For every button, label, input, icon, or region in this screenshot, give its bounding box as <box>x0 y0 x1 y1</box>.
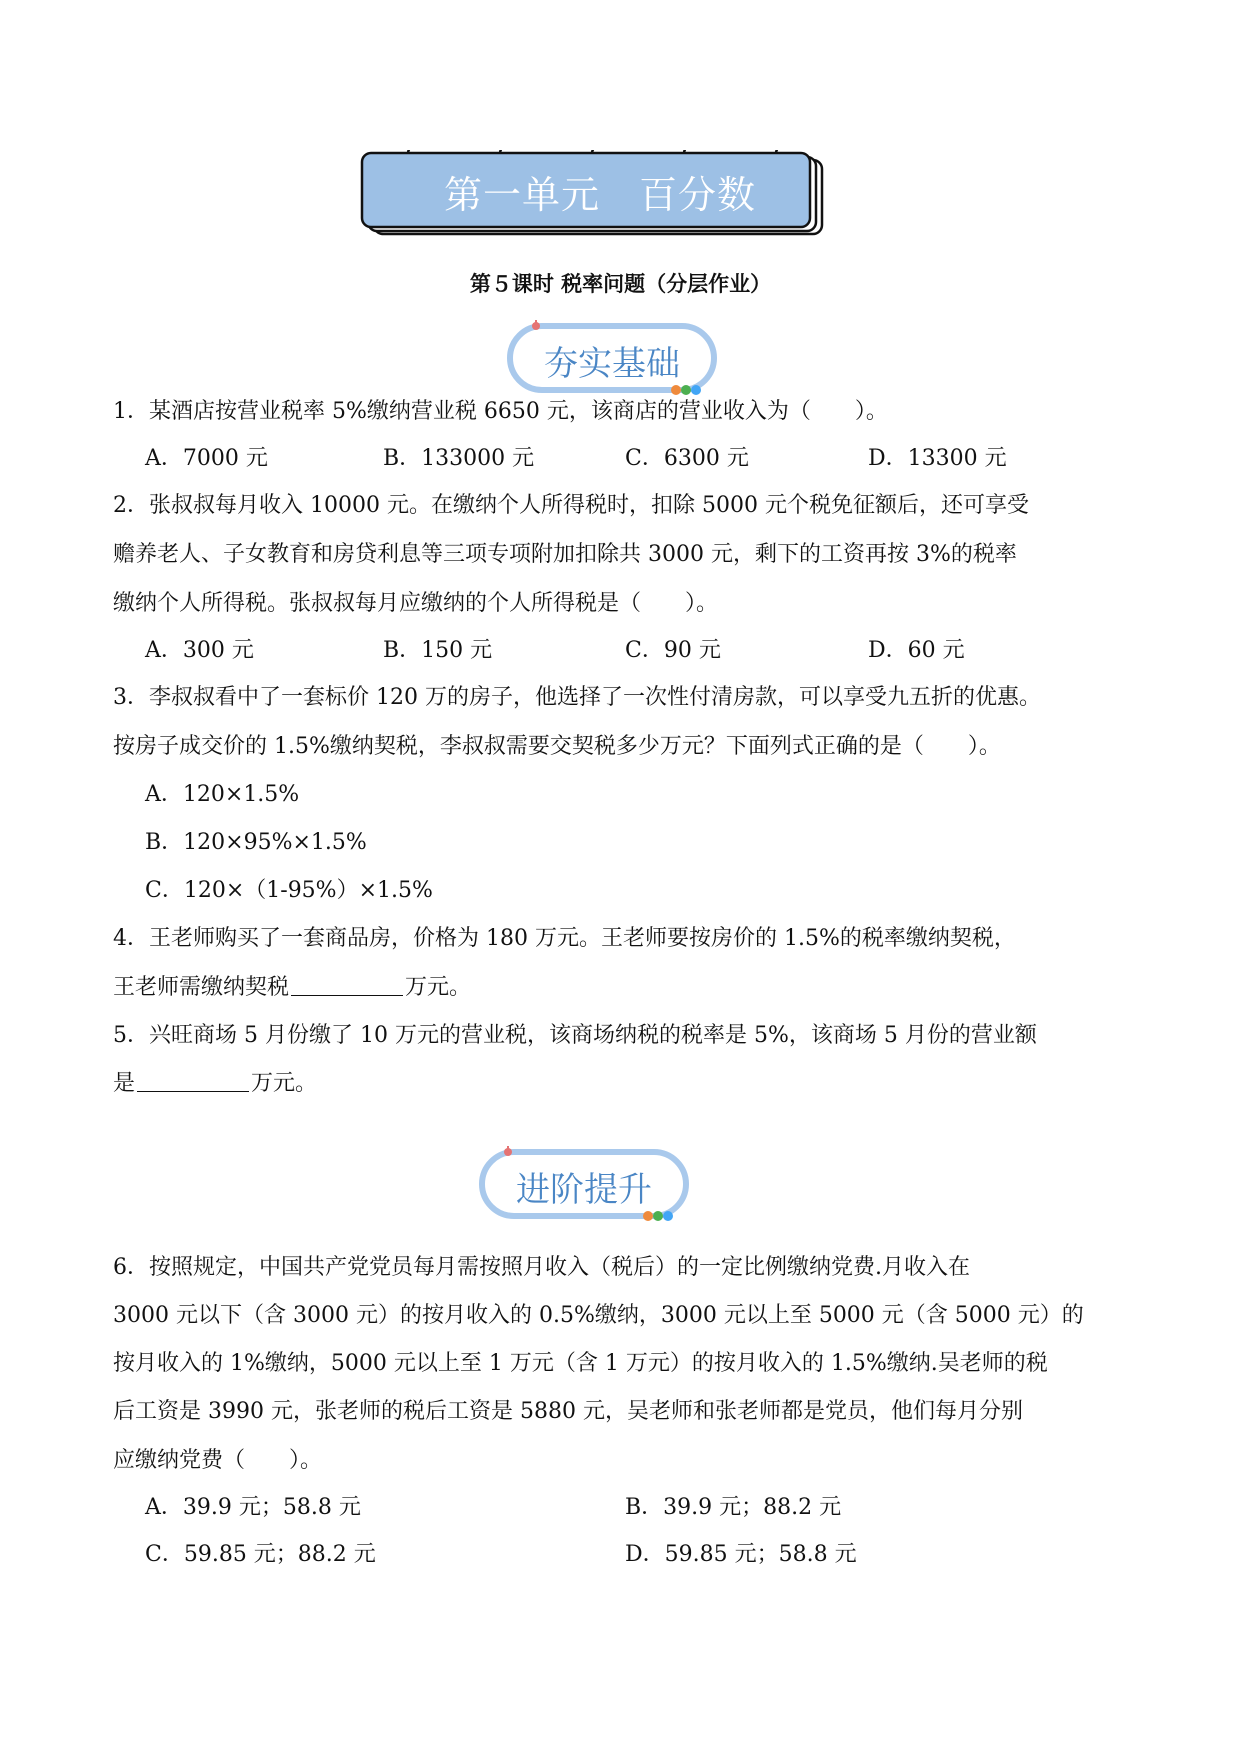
option-a: A．120×1.5% <box>145 782 300 807</box>
section-label: 进阶提升 <box>516 1170 652 1210</box>
question-4-text-after: 万元。 <box>405 975 472 1000</box>
unit-banner <box>360 150 860 240</box>
unit-title: 第一单元 百分数 <box>443 173 756 217</box>
question-5-line-1: 5．兴旺商场 5 月份缴了 10 万元的营业税，该商场纳税的税率是 5%，该商场 5 月份的营业额 <box>113 1023 1037 1048</box>
question-5-text-after: 万元。 <box>251 1071 318 1096</box>
question-6-line-4: 后工资是 3990 元，张老师的税后工资是 5880 元，吴老师和张老师都是党员，他们每月分别 <box>113 1399 1023 1424</box>
question-4-text-before: 王老师需缴纳契税 <box>113 975 290 1000</box>
lesson-title: 第５课时 税率问题（分层作业） <box>469 271 772 296</box>
section-badge-advanced <box>478 1146 698 1226</box>
question-2-line-3: 缴纳个人所得税。张叔叔每月应缴纳的个人所得税是（ ）。 <box>113 591 719 616</box>
question-4-line-1: 4．王老师购买了一套商品房，价格为 180 万元。王老师要按房价的 1.5%的税率缴纳契税， <box>113 926 1016 951</box>
question-6-line-1: 6．按照规定，中国共产党党员每月需按照月收入（税后）的一定比例缴纳党费.月收入在 <box>113 1255 970 1280</box>
question-5-line-2 <box>113 1066 317 1097</box>
section-badge-basic <box>506 320 726 400</box>
answer-blank[interactable] <box>291 973 403 996</box>
answer-blank[interactable] <box>137 1069 249 1092</box>
option-b: B．120×95%×1.5% <box>145 830 367 855</box>
question-6-line-3: 按月收入的 1%缴纳，5000 元以上至 1 万元（含 1 万元）的按月收入的 1.5%缴纳.吴老师的税 <box>113 1351 1048 1376</box>
option-d: D．59.85 元；58.8 元 <box>625 1542 857 1567</box>
option-a: A．39.9 元；58.8 元 <box>145 1495 361 1520</box>
option-a: A．7000 元 <box>145 446 268 471</box>
question-1: 1．某酒店按营业税率 5%缴纳营业税 6650 元，该商店的营业收入为（ ）。 <box>113 399 888 424</box>
option-c: C．6300 元 <box>625 446 749 471</box>
section-label: 夯实基础 <box>544 344 680 384</box>
option-a: A．300 元 <box>145 638 254 663</box>
option-c: C．120×（1-95%）×1.5% <box>145 878 433 903</box>
question-2-line-1: 2．张叔叔每月收入 10000 元。在缴纳个人所得税时，扣除 5000 元个税免征额后，还可享受 <box>113 493 1029 518</box>
option-c: C．59.85 元；88.2 元 <box>145 1542 376 1567</box>
question-4-line-2 <box>113 970 471 1001</box>
option-b: B．39.9 元；88.2 元 <box>625 1495 842 1520</box>
option-b: B．133000 元 <box>383 446 535 471</box>
question-3-line-2: 按房子成交价的 1.5%缴纳契税，李叔叔需要交契税多少万元？下面列式正确的是（ ）。 <box>113 734 1001 759</box>
question-2-line-2: 赡养老人、子女教育和房贷利息等三项专项附加扣除共 3000 元，剩下的工资再按 3%的税率 <box>113 542 1017 567</box>
question-3-line-1: 3．李叔叔看中了一套标价 120 万的房子，他选择了一次性付清房款，可以享受九五折的优惠。 <box>113 685 1041 710</box>
option-c: C．90 元 <box>625 638 721 663</box>
question-6-line-2: 3000 元以下（含 3000 元）的按月收入的 0.5%缴纳，3000 元以上至 5000 元（含 5000 元）的 <box>113 1303 1084 1328</box>
option-d: D．60 元 <box>868 638 965 663</box>
option-d: D．13300 元 <box>868 446 1007 471</box>
question-6-line-5: 应缴纳党费（ ）。 <box>113 1448 323 1473</box>
option-b: B．150 元 <box>383 638 493 663</box>
question-5-text-before: 是 <box>113 1071 136 1096</box>
